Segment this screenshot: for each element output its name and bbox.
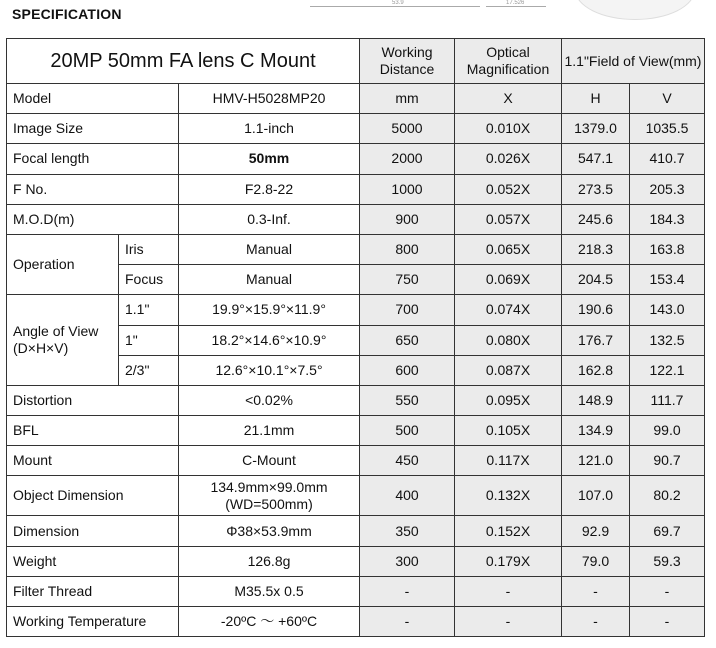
mag-cell: 0.179X [455, 546, 562, 576]
mag-unit: X [455, 84, 562, 114]
row-label: Focal length [7, 144, 179, 174]
table-row [7, 385, 705, 415]
wd-cell: 550 [360, 385, 455, 415]
wd-cell: 300 [360, 546, 455, 576]
row-value: HMV-H5028MP20 [179, 84, 360, 114]
row-value: 0.3-Inf. [179, 204, 360, 234]
wd-cell: 900 [360, 204, 455, 234]
fov-h-cell: 218.3 [562, 234, 630, 264]
fov-h-cell: 92.9 [562, 516, 630, 546]
mag-cell: 0.105X [455, 416, 562, 446]
table-row [7, 234, 705, 264]
row-value: 134.9mm×99.0mm (WD=500mm) [179, 476, 360, 516]
row-value: 12.6°×10.1°×7.5° [179, 355, 360, 385]
fov-v-cell: 59.3 [630, 546, 705, 576]
fov-v-cell: 122.1 [630, 355, 705, 385]
row-value: M35.5x 0.5 [179, 576, 360, 606]
fov-v-cell: 153.4 [630, 265, 705, 295]
row-label: BFL [7, 416, 179, 446]
row-label: M.O.D(m) [7, 204, 179, 234]
mag-cell: 0.095X [455, 385, 562, 415]
fov-h-cell: 273.5 [562, 174, 630, 204]
product-title: 20MP 50mm FA lens C Mount [7, 39, 360, 84]
wd-unit: mm [360, 84, 455, 114]
fov-v-cell: 90.7 [630, 446, 705, 476]
row-label: Filter Thread [7, 576, 179, 606]
fov-v-cell: 80.2 [630, 476, 705, 516]
wd-cell: 600 [360, 355, 455, 385]
fov-h-cell: 176.7 [562, 325, 630, 355]
wd-cell: 5000 [360, 114, 455, 144]
row-value: C-Mount [179, 446, 360, 476]
mag-cell: 0.117X [455, 446, 562, 476]
fov-v-cell: 163.8 [630, 234, 705, 264]
mag-cell: 0.026X [455, 144, 562, 174]
table-row [7, 576, 705, 606]
row-value: Φ38×53.9mm [179, 516, 360, 546]
fov-h-cell: 1379.0 [562, 114, 630, 144]
row-value: 1.1-inch [179, 114, 360, 144]
fov-h-cell: 190.6 [562, 295, 630, 325]
row-label: F No. [7, 174, 179, 204]
dimension-text: 17.526 [506, 0, 525, 6]
table-row [7, 295, 705, 325]
row-label: Distortion [7, 385, 179, 415]
row-value: <0.02% [179, 385, 360, 415]
fov-v-cell: - [630, 607, 705, 637]
row-value: 126.8g [179, 546, 360, 576]
fov-h-cell: 547.1 [562, 144, 630, 174]
sub-label: 1.1" [119, 295, 179, 325]
wd-cell: - [360, 607, 455, 637]
dimension-line [310, 6, 480, 7]
fov-h-cell: 245.6 [562, 204, 630, 234]
fov-v-cell: 69.7 [630, 516, 705, 546]
mag-cell: 0.010X [455, 114, 562, 144]
fov-v-cell: 143.0 [630, 295, 705, 325]
wd-cell: 500 [360, 416, 455, 446]
sub-label: 1" [119, 325, 179, 355]
lens-drawing [300, 0, 716, 22]
fov-h-cell: 79.0 [562, 546, 630, 576]
row-label: Weight [7, 546, 179, 576]
row-label: Working Temperature [7, 607, 179, 637]
sub-label: 2/3" [119, 355, 179, 385]
fov-h-cell: 162.8 [562, 355, 630, 385]
table-header-row [7, 39, 705, 84]
row-label: Image Size [7, 114, 179, 144]
row-value: F2.8-22 [179, 174, 360, 204]
wd-cell: - [360, 576, 455, 606]
wd-cell: 800 [360, 234, 455, 264]
fov-header: 1.1"Field of View(mm) [562, 39, 705, 84]
row-label: Object Dimension [7, 476, 179, 516]
mag-cell: 0.065X [455, 234, 562, 264]
sub-label: Focus [119, 265, 179, 295]
mag-cell: 0.069X [455, 265, 562, 295]
row-value: 50mm [179, 144, 360, 174]
row-label: Operation [7, 234, 119, 294]
row-value: -20ºC ～ +60ºC [179, 607, 360, 637]
sub-label: Iris [119, 234, 179, 264]
table-row [7, 446, 705, 476]
wd-cell: 350 [360, 516, 455, 546]
row-label: Dimension [7, 516, 179, 546]
fov-v-cell: 132.5 [630, 325, 705, 355]
fov-h-cell: 134.9 [562, 416, 630, 446]
fov-v-cell: 410.7 [630, 144, 705, 174]
mag-cell: 0.057X [455, 204, 562, 234]
table-row [7, 174, 705, 204]
mag-cell: 0.074X [455, 295, 562, 325]
fov-h-cell: - [562, 607, 630, 637]
table-row [7, 144, 705, 174]
fov-v-unit: V [630, 84, 705, 114]
wd-cell: 1000 [360, 174, 455, 204]
wd-cell: 700 [360, 295, 455, 325]
fov-h-cell: 148.9 [562, 385, 630, 415]
wd-cell: 450 [360, 446, 455, 476]
magnification-header: Optical Magnification [455, 39, 562, 84]
row-label: Mount [7, 446, 179, 476]
row-value: 19.9°×15.9°×11.9° [179, 295, 360, 325]
mag-cell: 0.087X [455, 355, 562, 385]
fov-v-cell: - [630, 576, 705, 606]
table-row [7, 476, 705, 516]
row-label: Model [7, 84, 179, 114]
fov-v-cell: 111.7 [630, 385, 705, 415]
fov-v-cell: 205.3 [630, 174, 705, 204]
mag-cell: - [455, 576, 562, 606]
table-row [7, 546, 705, 576]
dimension-line [486, 6, 546, 7]
mag-cell: 0.132X [455, 476, 562, 516]
mag-cell: 0.152X [455, 516, 562, 546]
table-row [7, 416, 705, 446]
table-row [7, 84, 705, 114]
table-row [7, 204, 705, 234]
spec-table [6, 38, 705, 637]
table-row [7, 516, 705, 546]
row-value: Manual [179, 234, 360, 264]
row-value: Manual [179, 265, 360, 295]
working-distance-header: Working Distance [360, 39, 455, 84]
mag-cell: - [455, 607, 562, 637]
mag-cell: 0.052X [455, 174, 562, 204]
row-label: Angle of View (D×H×V) [7, 295, 119, 386]
fov-v-cell: 1035.5 [630, 114, 705, 144]
wd-cell: 400 [360, 476, 455, 516]
row-value: 18.2°×14.6°×10.9° [179, 325, 360, 355]
fov-h-cell: 204.5 [562, 265, 630, 295]
wd-cell: 750 [360, 265, 455, 295]
fov-h-cell: 121.0 [562, 446, 630, 476]
section-title: SPECIFICATION [12, 6, 122, 22]
mag-cell: 0.080X [455, 325, 562, 355]
table-row [7, 607, 705, 637]
lens-image [575, 0, 695, 20]
row-value: 21.1mm [179, 416, 360, 446]
fov-h-cell: 107.0 [562, 476, 630, 516]
wd-cell: 650 [360, 325, 455, 355]
dimension-text: 53.9 [392, 0, 404, 6]
fov-h-cell: - [562, 576, 630, 606]
fov-h-unit: H [562, 84, 630, 114]
wd-cell: 2000 [360, 144, 455, 174]
fov-v-cell: 99.0 [630, 416, 705, 446]
fov-v-cell: 184.3 [630, 204, 705, 234]
table-row [7, 114, 705, 144]
